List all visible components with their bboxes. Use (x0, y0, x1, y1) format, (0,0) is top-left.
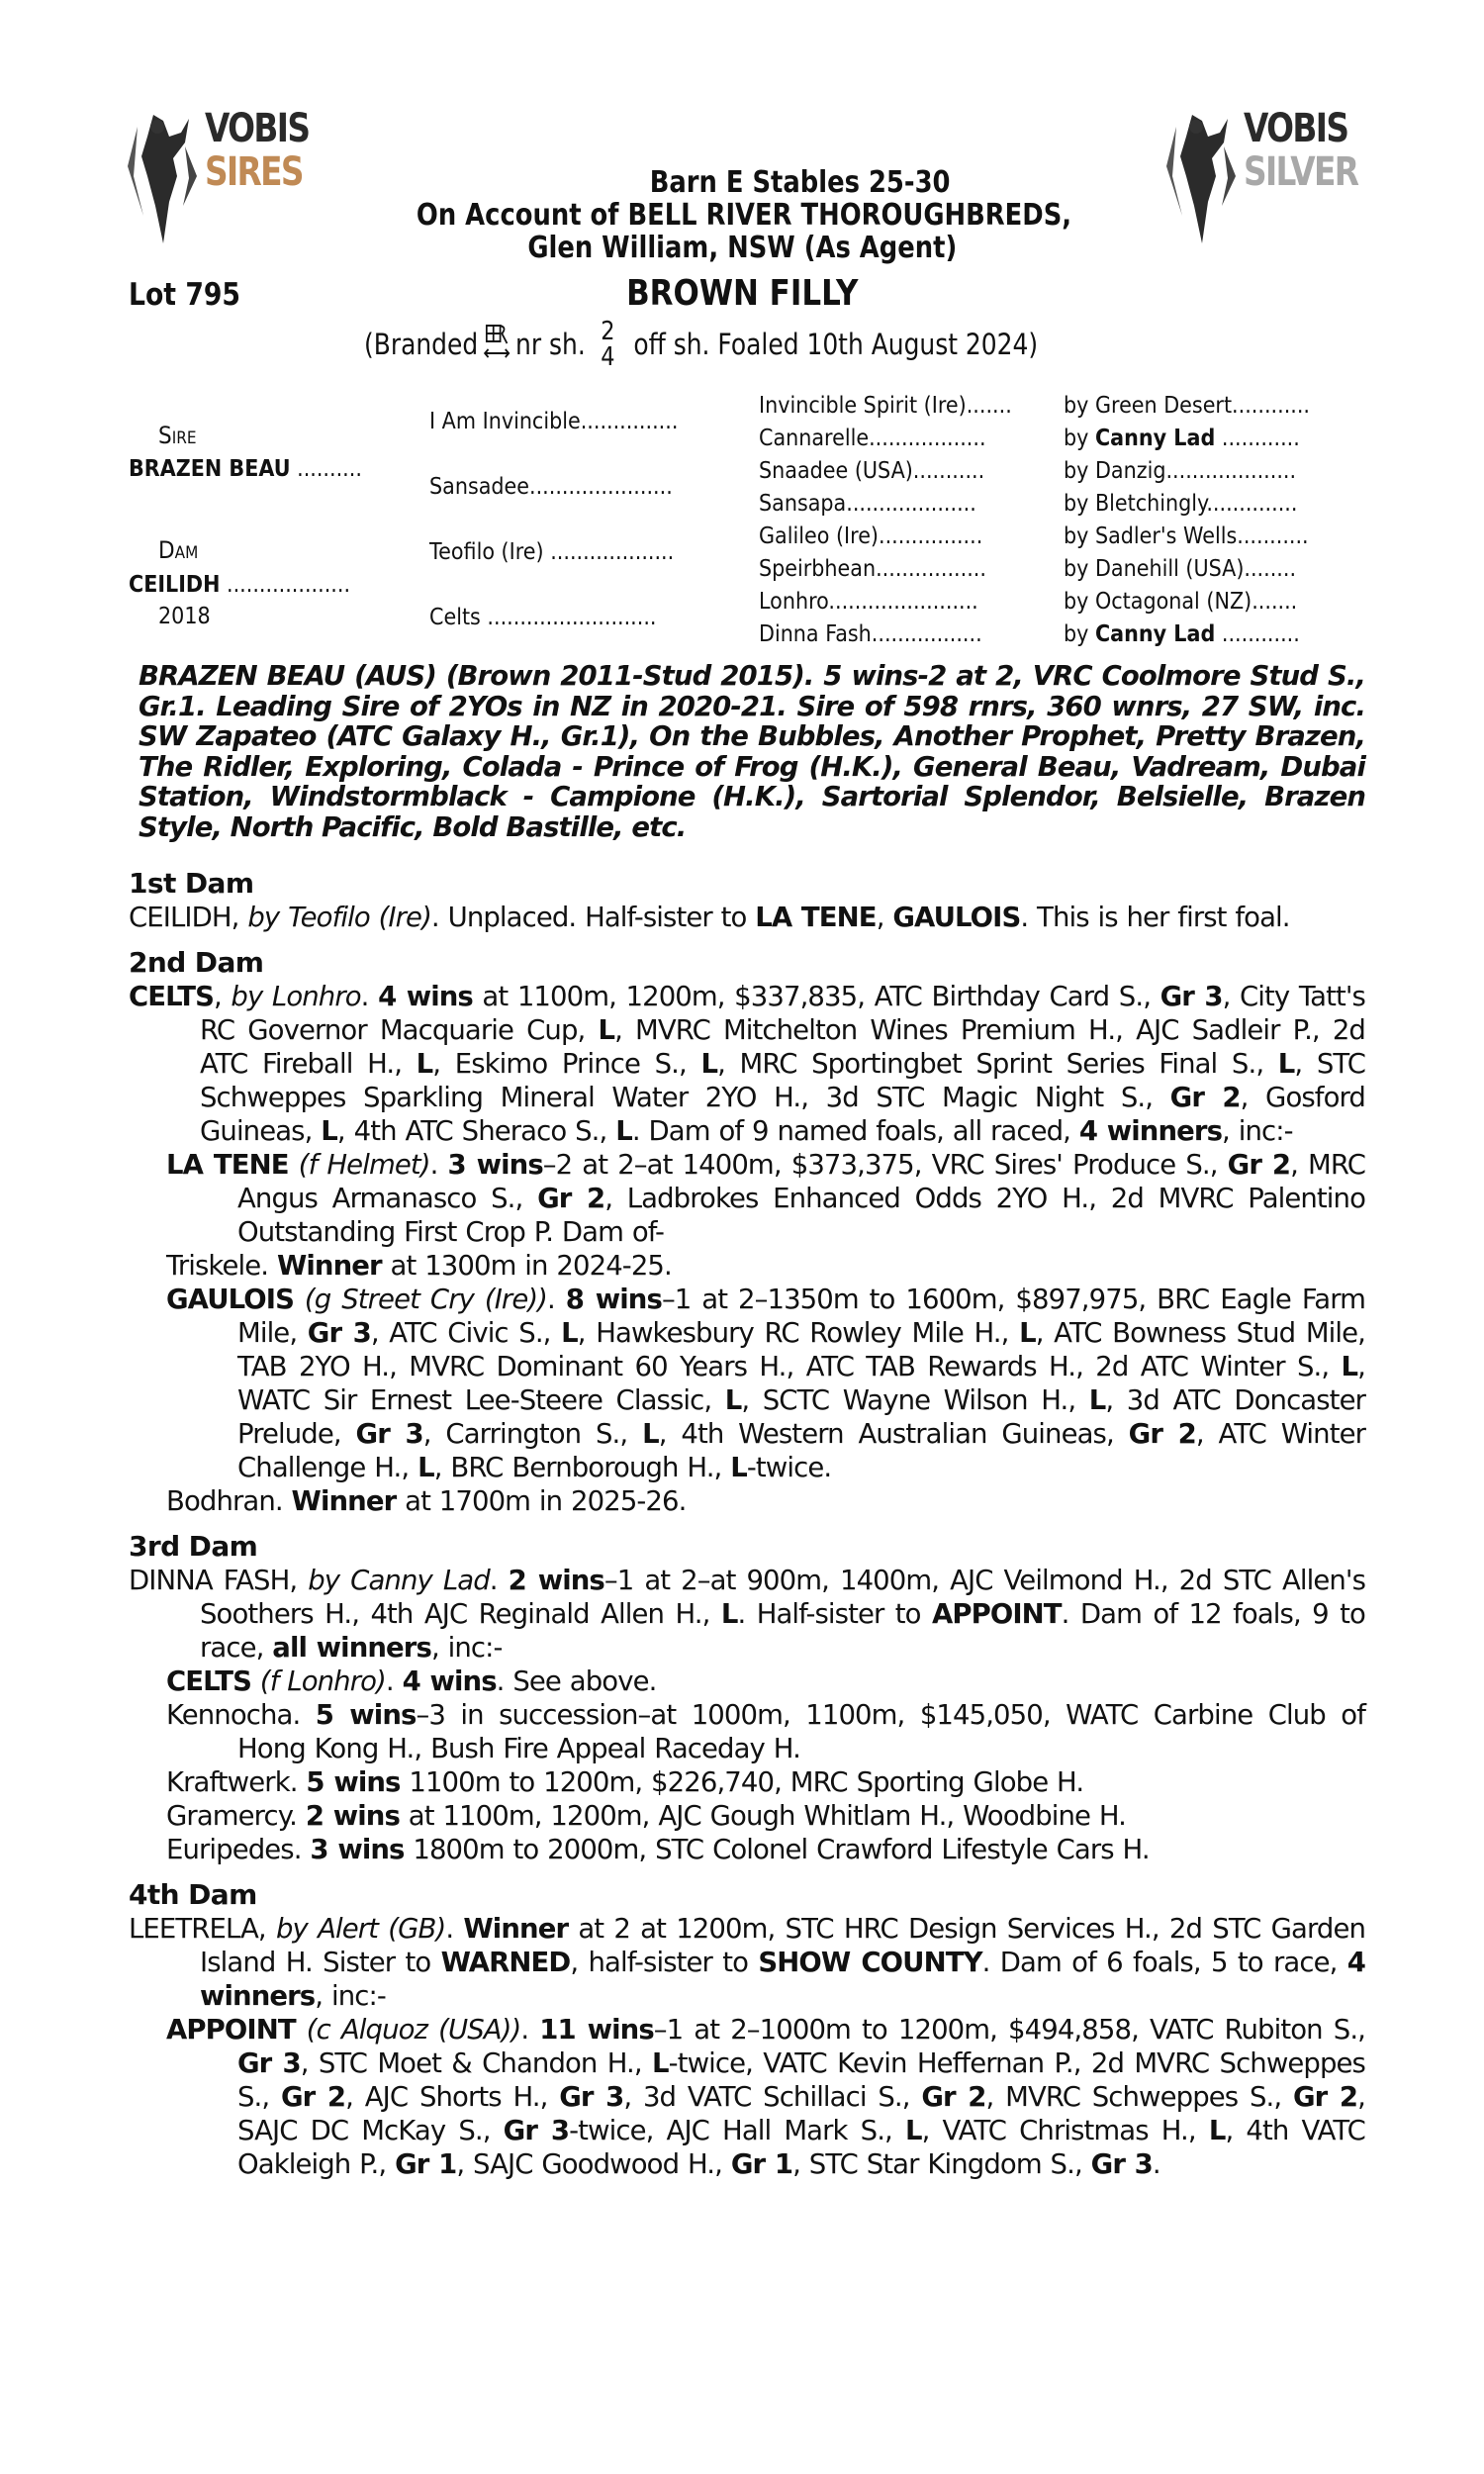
header-vendor: On Account of BELL RIVER THOROUGHBREDS, (416, 198, 1072, 233)
progeny-entry: GAULOIS (g Street Cry (Ire)). 8 wins–1 at 2–1350m to 1600m, $897,975, BRC Eagle Farm Mile, Gr 3, ATC Civic S., L, Hawkesbury RC Rowley Mile H., L, ATC Bowness Stud Mile, TAB 2YO H., MVRC Dominant 60 Years H., ATC TAB Rewards H., 2d ATC Winter S., L, WATC Sir Ernest Lee-Steere Classic, L, SCTC Wayne Wilson H., L, 3d ATC Doncaster Prelude, Gr 3, Carrington S., L, 4th Western Australian Guineas, Gr 2, ATC Winter Challenge H., L, BRC Bernborough H., L-twice. (166, 1284, 1366, 1483)
dam-section (129, 1530, 1365, 1866)
dam-entry: CEILIDH, by Teofilo (Ire). Unplaced. Half-sister to LA TENE, GAULOIS. This is her first foal. (129, 902, 1290, 933)
pedigree-gen3-name: Lonhro....................... (759, 589, 978, 615)
logo-subtitle: SILVER (1244, 149, 1358, 195)
section-heading: 4th Dam (129, 1878, 257, 1911)
dam-entry: CELTS, by Lonhro. 4 wins at 1100m, 1200m, $337,835, ATC Birthday Card S., Gr 3, City Tatt's RC Governor Macquarie Cup, L, MVRC Mitchelton Wines Premium H., AJC Sadleir P., 2d ATC Fireball H., L, Eskimo Prince S., L, MRC Sportingbet Sprint Series Final S., L, STC Schweppes Sparkling Mineral Water 2YO H., 3d STC Magic Night S., Gr 2, Gosford Guineas, L, 4th ATC Sheraco S., L. Dam of 9 named foals, all raced, 4 winners, inc:- (129, 981, 1366, 1147)
pedigree-gen3-sire: by Danzig.................... (1064, 458, 1297, 484)
logo-text: VOBIS SILVER (1244, 106, 1358, 195)
progeny-entry: Kennocha. 5 wins–3 in succession–at 1000m, 1100m, $145,050, WATC Carbine Club of Hong Kong H., Bush Fire Appeal Raceday H. (166, 1699, 1365, 1764)
pedigree-gen3-name: Dinna Fash................. (759, 621, 982, 647)
section-heading: 2nd Dam (129, 946, 264, 979)
dam-label: Dam (158, 536, 199, 564)
pedigree-gen3-name: Invincible Spirit (Ire)....... (759, 393, 1012, 419)
pedigree-gen3-name: Speirbhean................. (759, 556, 986, 582)
section-heading: 1st Dam (129, 867, 254, 900)
pedigree-gen3-sire: by Green Desert............ (1064, 393, 1311, 419)
pedigree-gen3-sire: by Canny Lad ............ (1064, 426, 1300, 451)
pedigree-gen3-sire: by Danehill (USA)........ (1064, 556, 1297, 582)
progeny-entry: Gramercy. 2 wins at 1100m, 1200m, AJC Gough Whitlam H., Woodbine H. (166, 1800, 1127, 1832)
progeny-entry: Triskele. Winner at 1300m in 2024-25. (166, 1250, 672, 1282)
sire-label: Sire (158, 422, 197, 449)
logo-text: VOBIS SIRES (205, 106, 310, 195)
dam-entry: DINNA FASH, by Canny Lad. 2 wins–1 at 2–at 900m, 1400m, AJC Veilmond H., 2d STC Allen's Soothers H., 4th AJC Reginald Allen H., L. Half-sister to APPOINT. Dam of 12 foals, 9 to race, all winners, inc:- (129, 1565, 1366, 1664)
progeny-entry: LA TENE (f Helmet). 3 wins–2 at 2–at 1400m, $373,375, VRC Sires' Produce S., Gr 2, MRC Angus Armanasco S., Gr 2, Ladbrokes Enhanced Odds 2YO H., 2d MVRC Palentino Outstanding First Crop P. Dam of- (166, 1149, 1366, 1248)
pedigree-gen3-name: Galileo (Ire)................ (759, 523, 983, 549)
dam-section (129, 1878, 1365, 2181)
lot-number: Lot 795 (129, 277, 240, 313)
pedigree-gen3-name: Snaadee (USA)........... (759, 458, 985, 484)
pedigree-gen3-sire: by Bletchingly.............. (1064, 491, 1298, 517)
dam-entry: LEETRELA, by Alert (GB). Winner at 2 at 1200m, STC HRC Design Services H., 2d STC Garden Island H. Sister to WARNED, half-sister to SHOW COUNTY. Dam of 6 foals, 5 to race, 4 winners, inc:- (129, 1913, 1366, 2012)
page-title: BROWN FILLY (625, 273, 859, 314)
dam-section (129, 867, 1365, 934)
pedigree-gen3-sire: by Sadler's Wells........... (1064, 523, 1309, 549)
pedigree-gen3-name: Sansapa.................... (759, 491, 976, 517)
progeny-entry: APPOINT (c Alquoz (USA)). 11 wins–1 at 2–1000m to 1200m, $494,858, VATC Rubiton S., Gr 3, STC Moet & Chandon H., L-twice, VATC Kevin Heffernan P., 2d MVRC Schweppes S., Gr 2, AJC Shorts H., Gr 3, 3d VATC Schillaci S., Gr 2, MVRC Schweppes S., Gr 2, SAJC DC McKay S., Gr 3-twice, AJC Hall Mark S., L, VATC Christmas H., L, 4th VATC Oakleigh P., Gr 1, SAJC Goodwood H., Gr 1, STC Star Kingdom S., Gr 3. (166, 2014, 1365, 2180)
header-vendor-location: Glen William, NSW (As Agent) (527, 231, 957, 265)
progeny-entry: Euripedes. 3 wins 1800m to 2000m, STC Colonel Crawford Lifestyle Cars H. (166, 1834, 1150, 1865)
progeny-entry: Kraftwerk. 5 wins 1100m to 1200m, $226,740, MRC Sporting Globe H. (166, 1766, 1084, 1798)
dam-sections (129, 857, 1365, 2193)
pedigree-gen3-name: Cannarelle.................. (759, 426, 986, 451)
dam-section (129, 946, 1365, 1518)
sire-sire: I Am Invincible............... (429, 409, 679, 434)
sire-name: BRAZEN BEAU .......... (129, 456, 362, 482)
header-location: Barn E Stables 25-30 (650, 165, 951, 200)
brand-fraction: 2 4 (601, 317, 615, 372)
logo-subtitle: SIRES (205, 149, 303, 195)
sire-summary: BRAZEN BEAU (AUS) (Brown 2011-Stud 2015). 5 wins-2 at 2, VRC Coolmore Stud S., Gr.1. Leading Sire of 2YOs in NZ in 2020-21. Sire of 598 rnrs, 360 wnrs, 27 SW, inc. SW Zapateo (ATC Galaxy H., Gr.1), On the Bubbles, Another Prophet, Pretty Brazen, The Ridler, Exploring, Colada - Prince of Frog (H.K.), General Beau, Vadream, Dubai Station, Windstormblack - Campione (H.K.), Sartorial Splendor, Belsielle, Brazen Style, North Pacific, Bold Bastille, etc. (139, 660, 1365, 843)
sire-dam: Sansadee...................... (429, 474, 673, 500)
dam-year: 2018 (158, 604, 211, 629)
progeny-entry: CELTS (f Lonhro). 4 wins. See above. (166, 1665, 657, 1697)
section-heading: 3rd Dam (129, 1530, 258, 1563)
progeny-entry: Bodhran. Winner at 1700m in 2025-26. (166, 1485, 687, 1517)
pedigree-gen3-sire: by Octagonal (NZ)....... (1064, 589, 1298, 615)
pedigree-gen3-sire: by Canny Lad ............ (1064, 621, 1300, 647)
dam-dam: Celts .......................... (429, 605, 657, 630)
brand-mark-icon (483, 324, 510, 365)
dam-sire: Teofilo (Ire) ................... (429, 539, 675, 565)
branding-line: (Branded nr sh. 2 4 off sh. Foaled 10th August 2024) (364, 317, 1039, 372)
dam-name: CEILIDH ................... (129, 572, 351, 598)
